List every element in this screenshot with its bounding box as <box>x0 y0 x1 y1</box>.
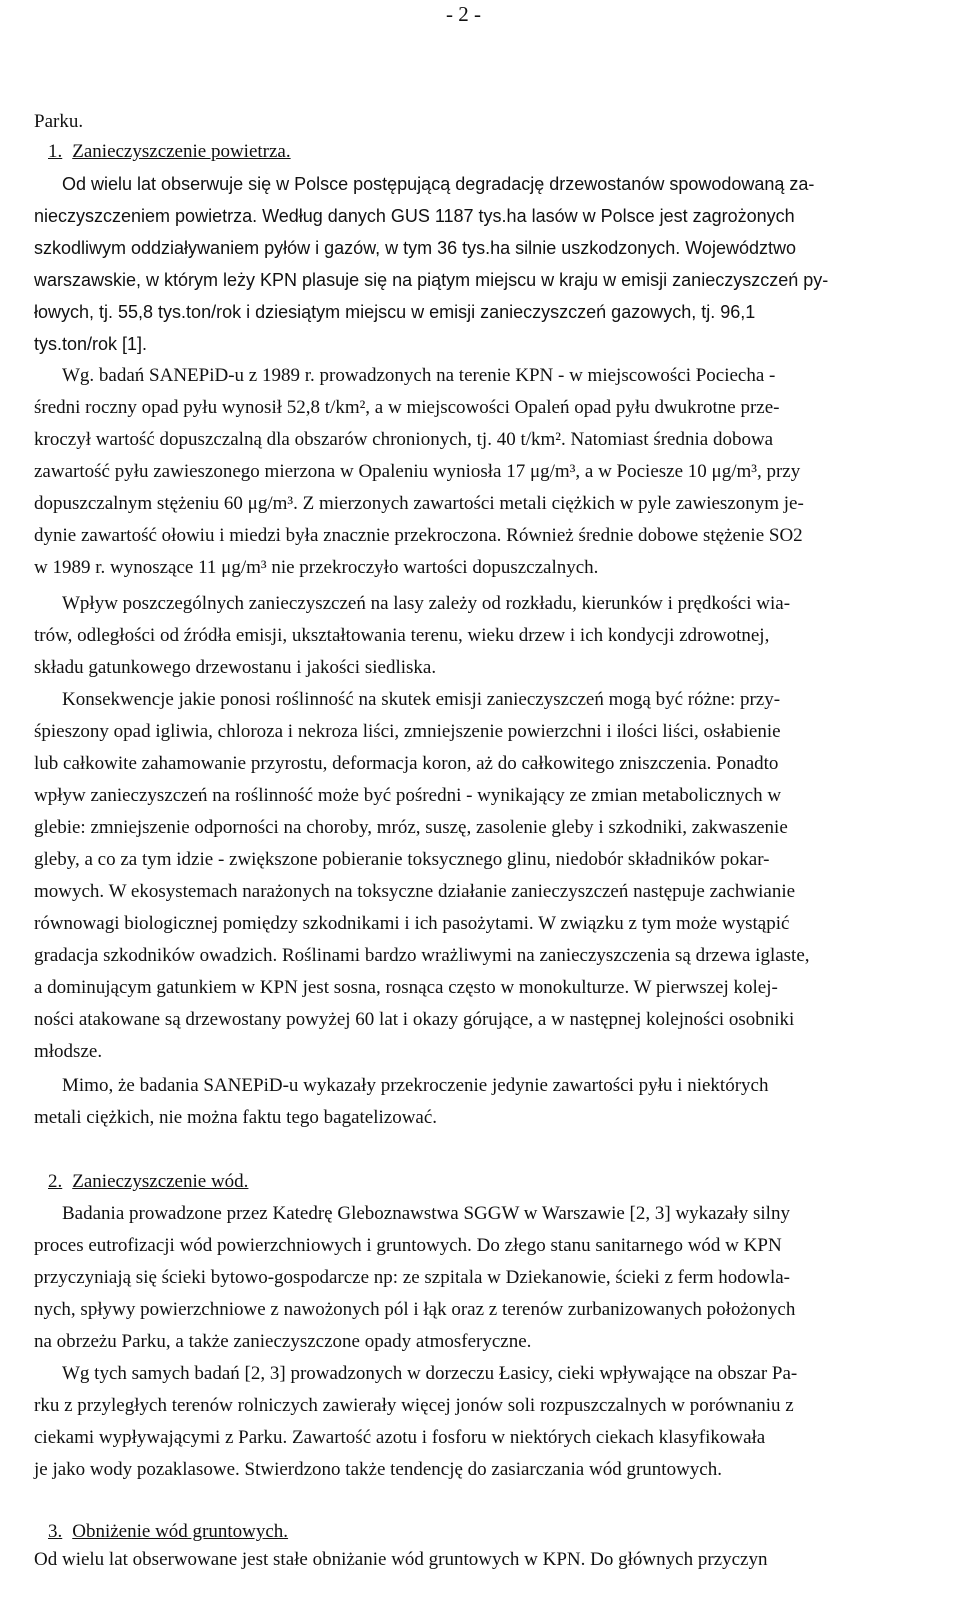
text-line: metali ciężkich, nie można faktu tego bagatelizować. <box>34 1107 438 1128</box>
section-title: Zanieczyszczenie wód. <box>72 1171 249 1192</box>
section-number: 2. <box>48 1171 63 1192</box>
text-line: glebie: zmniejszenie odporności na choroby, mróz, suszę, zasolenie gleby i szkodniki, zakwaszenie <box>34 817 788 838</box>
text-line: wpływ zanieczyszczeń na roślinność może być pośredni - wynikający ze zmian metabolicznych w <box>34 785 782 806</box>
text-line: łowych, tj. 55,8 tys.ton/rok i dziesiątym miejscu w emisji zanieczyszczeń gazowych, tj. 96,1 <box>34 302 756 322</box>
section-title: Obniżenie wód gruntowych. <box>72 1521 289 1542</box>
text-line: nieczyszczeniem powietrza. Według danych GUS 1187 tys.ha lasów w Polsce jest zagrożonych <box>34 206 795 226</box>
section-number: 1. <box>48 141 63 162</box>
text-line: tys.ton/rok [1]. <box>34 334 148 354</box>
text-line: a dominującym gatunkiem w KPN jest sosna, rosnąca często w monokulturze. W pierwszej kolej- <box>34 977 778 998</box>
text-line: średni roczny opad pyłu wynosił 52,8 t/km², a w miejscowości Opaleń opad pyłu dwukrotne prze- <box>34 397 780 418</box>
section-heading <box>48 140 291 164</box>
text-line: gleby, a co za tym idzie - zwiększone pobieranie toksycznego glinu, niedobór składników pokar- <box>34 849 770 870</box>
text-line: Wpływ poszczególnych zanieczyszczeń na lasy zależy od rozkładu, kierunków i prędkości wia- <box>62 593 791 614</box>
section-heading <box>48 1170 248 1194</box>
text-line: Wg. badań SANEPiD-u z 1989 r. prowadzonych na terenie KPN - w miejscowości Pociecha - <box>62 365 776 386</box>
text-line: dopuszczalnym stężeniu 60 μg/m³. Z mierzonych zawartości metali ciężkich w pyle zawieszonym je- <box>34 493 804 514</box>
text-line: w 1989 r. wynoszące 11 μg/m³ nie przekroczyło wartości dopuszczalnych. <box>34 557 599 578</box>
text-line: szkodliwym oddziaływaniem pyłów i gazów, w tym 36 tys.ha silnie uszkodzonych. Województwo <box>34 238 796 258</box>
text-line: ciekami wypływającymi z Parku. Zawartość azotu i fosforu w niektórych ciekach klasyfikowała <box>34 1427 766 1448</box>
text-line: na obrzeżu Parku, a także zanieczyszczone opady atmosferyczne. <box>34 1331 532 1352</box>
text-line: Mimo, że badania SANEPiD-u wykazały przekroczenie jedynie zawartości pyłu i niektórych <box>62 1075 769 1096</box>
text-line: Od wielu lat obserwuje się w Polsce postępującą degradację drzewostanów spowodowaną za- <box>62 174 815 194</box>
text-line: Od wielu lat obserwowane jest stałe obniżanie wód gruntowych w KPN. Do głównych przyczyn <box>34 1549 768 1570</box>
page-number: - 2 - <box>446 2 481 26</box>
text-line: równowagi biologicznej pomiędzy szkodnikami i ich pasożytami. W związku z tym może wystąpić <box>34 913 790 934</box>
text-line: lub całkowite zahamowanie przyrostu, deformacja koron, aż do całkowitego zniszczenia. Ponadto <box>34 753 779 774</box>
text-line: śpieszony opad igliwia, chloroza i nekroza liści, zmniejszenie powierzchni i ilości liści, osłabienie <box>34 721 781 742</box>
section-number: 3. <box>48 1521 63 1542</box>
text-line: młodsze. <box>34 1041 103 1062</box>
section-heading <box>48 1520 288 1544</box>
text-line: mowych. W ekosystemach narażonych na toksyczne działanie zanieczyszczeń następuje zachwianie <box>34 881 796 902</box>
text-line: kroczył wartość dopuszczalną dla obszarów chronionych, tj. 40 t/km². Natomiast średnia dobowa <box>34 429 774 450</box>
text-line: ności atakowane są drzewostany powyżej 60 lat i okazy górujące, a w następnej kolejności osobniki <box>34 1009 795 1030</box>
text-line: Konsekwencje jakie ponosi roślinność na skutek emisji zanieczyszczeń mogą być różne: przy- <box>62 689 781 710</box>
text-line: warszawskie, w którym leży KPN plasuje się na piątym miejscu w kraju w emisji zanieczyszczeń py- <box>34 270 829 290</box>
text-line: trów, odległości od źródła emisji, ukształtowania terenu, wieku drzew i ich kondycji zdrowotnej, <box>34 625 770 646</box>
text-line: rku z przyległych terenów rolniczych zawierały więcej jonów soli rozpuszczalnych w porównaniu z <box>34 1395 794 1416</box>
text-line: gradacja szkodników owadzich. Roślinami bardzo wrażliwymi na zanieczyszczenia są drzewa iglaste, <box>34 945 810 966</box>
text-line: nych, spływy powierzchniowe z nawożonych pól i łąk oraz z terenów zurbanizowanych położonych <box>34 1299 796 1320</box>
text-line: składu gatunkowego drzewostanu i jakości siedliska. <box>34 657 437 678</box>
text-line: proces eutrofizacji wód powierzchniowych i gruntowych. Do złego stanu sanitarnego wód w KPN <box>34 1235 782 1256</box>
text-line: Badania prowadzone przez Katedrę Gleboznawstwa SGGW w Warszawie [2, 3] wykazały silny <box>62 1203 790 1224</box>
text-line: dynie zawartość ołowiu i miedzi była znacznie przekroczona. Również średnie dobowe stężenie SO2 <box>34 525 803 546</box>
text-line: Wg tych samych badań [2, 3] prowadzonych w dorzeczu Łasicy, cieki wpływające na obszar Pa- <box>62 1363 798 1384</box>
text-line: zawartość pyłu zawieszonego mierzona w Opaleniu wyniosła 17 μg/m³, a w Pociesze 10 μg/m³, przy <box>34 461 801 482</box>
text-line: przyczyniają się ścieki bytowo-gospodarcze np: ze szpitala w Dziekanowie, ścieki z ferm hodowla- <box>34 1267 791 1288</box>
text-line: je jako wody pozaklasowe. Stwierdzono także tendencję do zasiarczania wód gruntowych. <box>34 1459 722 1480</box>
text-line: Parku. <box>34 111 84 132</box>
section-title: Zanieczyszczenie powietrza. <box>72 141 291 162</box>
